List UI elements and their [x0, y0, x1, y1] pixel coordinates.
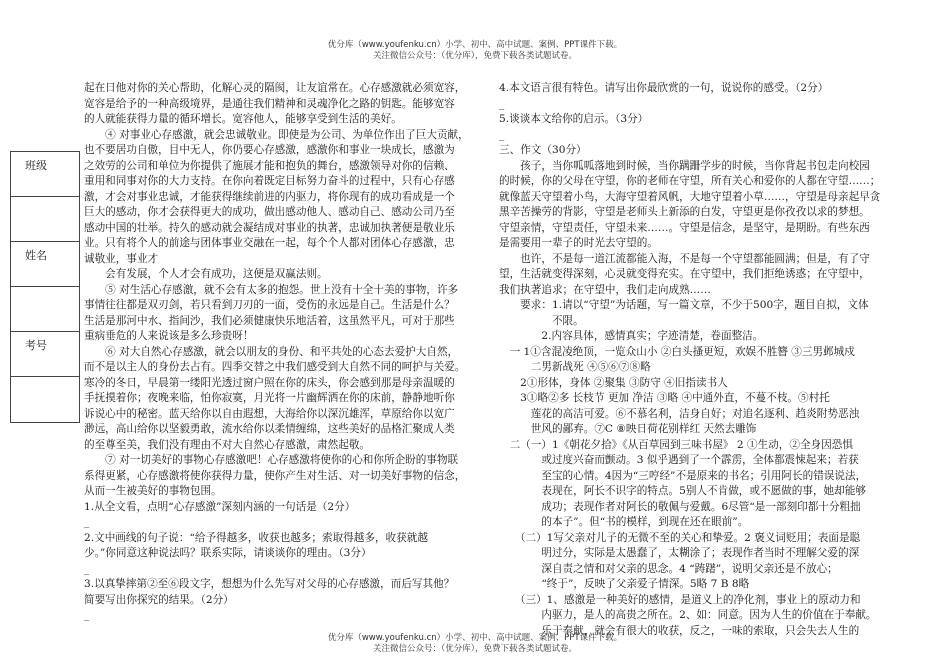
text-line: （三）1、感激是一种美好的感情，是道义上的净化剂，事业上的原动力和	[499, 593, 861, 606]
text-line: ⑤ 对生活心存感激，就不会有太多的抱怨。世上没有十全十美的事物，许多	[84, 283, 459, 296]
text-line: 三、作文（30分）	[499, 144, 587, 156]
text-line: 感动中国的壮举。持久的感动就会凝结成对事业的执著，忠诚加执著便是敬业乐	[84, 221, 455, 234]
text-line: 1.从全文看，点明“心存感激”深刻内涵的一句话是（2分）	[84, 500, 356, 513]
text-line: ⑥ 对大自然心存感激，就会以朋友的身份、和平共处的心态去爱护大自然，	[84, 345, 459, 358]
text-line: 会有发展，个人才会有成功，这便是双赢法则。	[84, 268, 328, 280]
text-line: 起在日他对你的关心帮助，化解心灵的隔阂，让友谊常在。心存感激就必须宽容，	[84, 82, 466, 94]
exam-number-field[interactable]	[11, 332, 79, 377]
text-line: 要求：1.请以“守望”为话题，写一篇文章，不少于500字，题目自拟，文体	[499, 299, 869, 311]
answer-blank-line[interactable]: _	[84, 609, 90, 621]
text-line: 是需要用一辈子的时光去守望的。	[499, 237, 658, 249]
footer-line-1: 优分库（www.youfenku.cn）小学、初中、高中试题、案例、PPT课件下载。	[327, 633, 623, 643]
text-line: 的时候，你的父母在守望，你的老师在守望，所有关心和爱你的人都在守望……；	[499, 175, 881, 187]
name-blank	[11, 287, 79, 332]
text-line: ④ 对事业心存感激，就会忠诚敬业。即使是为公司、为单位作出了巨大贡献，	[84, 128, 469, 141]
exam-number-label: 考号	[25, 339, 47, 352]
text-line: 望，生活就变得深刻，心灵就变得充实。在守望中，我们拒绝诱惑；在守望中，	[499, 268, 870, 280]
text-line: 的本子”。但“书的模样，到现在还在眼前”。	[499, 516, 749, 528]
text-line: “终于”，反映了父亲爱子情深。5略 7 B 8略	[499, 578, 750, 590]
page-header	[0, 40, 950, 62]
class-blank	[11, 197, 79, 242]
right-column-text	[499, 81, 939, 639]
text-line: 重病垂危的人来说该是多么珍贵呀！	[84, 330, 254, 342]
text-line: 或过度兴奋而颤动。3 似乎遇到了一个霹雳，全体都震悚起来；若获	[499, 454, 859, 466]
exam-number-blank	[11, 377, 79, 422]
text-line: 重用和同事对你的大力支持。在你向着既定目标努力奋斗的过程中，只有心存感	[84, 175, 455, 187]
name-field[interactable]	[11, 242, 79, 287]
text-line: 2①形体，身体 ②聚集 ③防守 ④旧指读书人	[499, 376, 728, 389]
text-line: 而不是以主人的身份去占有。四季交替之中我们感受到大自然不同的呵护与关爱。	[84, 361, 466, 373]
text-line: 表现在，阿长不识字的特点。5别人不肯做，或不愿做的事，她却能够	[499, 485, 866, 497]
text-line: 守望亲情，守望责任，守望未来……。守望是信念，是坚守，是期盼。有些东西	[499, 221, 870, 234]
text-line: 诚敬业，事业才	[84, 252, 159, 265]
text-line: 生活是那河中水、指间沙，我们必须健康快乐地活着，这虽然平凡，可对于那些	[84, 314, 455, 327]
text-line: 黑辛苦操劳的背影，守望是老师头上新添的白发，守望更是你孜孜以求的梦想。	[499, 206, 870, 218]
text-line: 的至尊至美，我们没有理由不对大自然心存感激，肃然起敬。	[84, 438, 371, 451]
text-line: 系得更紧，心存感激将使你获得力量，使你产生对生活、对一切美好事物的信念，	[84, 469, 466, 482]
text-line: 诉说心中的秘密。蓝天给你以自由遐想，大海给你以深沉雄浑，草原给你以宽广	[84, 407, 455, 420]
text-line: 二（一）1《朝花夕拾》《从百草园到三味书屋》 2 ①生动，②全身因恐惧	[499, 438, 853, 451]
answer-blank-line[interactable]: _	[499, 128, 505, 141]
text-line: 内驱力，是人的高贵之所在。2、如：同意。因为人生的价值在于奉献。	[499, 609, 877, 621]
text-line: 事情往往都是双刃剑，若只看到刀刃的一面，受伤的永远是自己。生活是什么？	[84, 299, 455, 311]
text-line: 少。”你同意这种说法吗？联系实际，请谈谈你的理由。（3分）	[84, 547, 372, 559]
text-line: 乐于奉献，就会有很大的收获，反之，一味的索取，只会失去人生的	[499, 624, 860, 637]
class-label: 班级	[25, 159, 47, 172]
text-line: 之效劳的公司和单位为你提供了施展才能和抱负的舞台，感激领导对你的信赖、	[84, 159, 455, 172]
text-line: 寒冷的冬日，早晨第一缕阳光透过窗户照在你的床头，你会感到那是母亲温暖的	[84, 376, 455, 389]
class-field[interactable]	[11, 152, 79, 197]
footer-line-2: 关注微信公众号：（优分库），免费下载各类试题试卷。	[372, 644, 577, 654]
text-line: 世风的鄙弃。⑦C ⑧映日荷花别样红 天然去雕饰	[499, 423, 757, 435]
text-line: 激，才会对事业忠诚，才能获得继续前进的内驱力，将你现有的成功看成是一个	[84, 190, 455, 203]
text-line: 3.以真挚摔第②至⑥段文字，想想为什么先写对父母的心存感激，而后写其他？	[84, 578, 455, 590]
text-line: 也许，不是每一道江流都能入海，不是每一个守望都能圆满；但是，有了守	[499, 252, 870, 265]
answer-blank-line[interactable]: _	[84, 562, 90, 575]
page-footer	[0, 633, 950, 655]
text-line: 孩子，当你呱呱落地到时候，当你蹒跚学步的时候，当你背起书包走向校园	[499, 159, 870, 172]
text-line: 巨大的感动，你才会获得更大的成功，做出感动他人、感动自己、感动公司乃至	[84, 206, 455, 218]
text-line: 宽容是给予的一种高级境界，是通往我们精神和灵魂净化之路的钥匙。能够宽容	[84, 97, 455, 110]
text-line: （二）1写父亲对儿子的无微不至的关心和挚爱。2 褒义词贬用；表面是聪	[499, 531, 861, 544]
text-line: 从而一生被美好的事物包围。	[84, 485, 222, 497]
text-line: 的人就能获得力量的循环增长。宽容他人，能够享受到生活的美好。	[84, 113, 402, 125]
text-line: 不限。	[499, 314, 584, 327]
text-line: 就像蓝天守望着小鸟，大海守望着风帆，大地守望着小草……，守望是母亲起早贪	[499, 190, 881, 203]
text-line: 2.文中画线的句子说：“给予得越多，收获也越多；索取得越多，收获就越	[84, 531, 428, 544]
text-line: ⑦ 对一切美好的事物心存感激吧！心存感激将使你的心和你所企盼的事物联	[84, 454, 459, 466]
text-line: 手抚摸着你；夜晚来临，怕你寂寞，月光将一片幽辉洒在你的床前，静静地听你	[84, 392, 455, 404]
text-line: 简要写出你探究的结果。（2分）	[84, 593, 234, 606]
text-line: 深自责之情和对父亲的思念。4 “踌躇”，说明父亲还是不放心；	[499, 562, 838, 575]
text-line: 4.本文语言很有特色。请写出你最欣赏的一句，说说你的感受。（2分）	[499, 82, 829, 94]
answer-blank-line[interactable]: _	[84, 516, 90, 528]
text-line: 业。只有将个人的前途与团体事业交融在一起，每个个人都对团体心存感激，忠	[84, 237, 455, 249]
text-line: 二男新战死 ④⑤⑥⑦⑧略	[499, 361, 651, 373]
text-line: 我们执著追求；在守望中，我们走向成熟……	[499, 283, 711, 296]
answer-blank-line[interactable]: _	[499, 97, 505, 110]
text-line: 莲花的高洁可爱。⑥不慕名利，洁身自好；对追名逐利、趋炎附势恶浊	[499, 407, 860, 420]
header-line-2: 关注微信公众号：（优分库），免费下载各类试题试卷。	[372, 51, 577, 61]
text-line: 渺远，高山给你以坚毅勇敢，流水给你以柔情缠绵，这些美好的品格汇聚成人类	[84, 423, 455, 435]
text-line: 3①略②多 长枝节 更加 净洁 ③略 ④中通外直，不蔓不枝。⑤村托	[499, 392, 830, 404]
text-line: 成功；表现作者对阿长的敬佩与爱戴。6尽管“是一部刻印都十分粗拙	[499, 500, 861, 513]
text-line: 5.谈谈本文给你的启示。（3分）	[499, 113, 649, 125]
text-line: 一 1①含混凌绝顶，一览众山小 ②白头搔更短，欢娱不胜簪 ③三男邺城戍	[499, 345, 855, 358]
left-column-text	[84, 81, 484, 624]
student-info-box	[10, 151, 80, 423]
text-line: 2.内容具体，感情真实；字迹清楚，卷面整洁。	[499, 330, 764, 342]
header-line-1: 优分库（www.youfenku.cn）小学、初中、高中试题、案例、PPT课件下载。	[327, 40, 623, 50]
text-line: 至宝的心情。4因为“三哼经”不是原来的书名；引用阿长的错误说法，	[499, 469, 867, 482]
text-line: 也不要居功自傲，目中无人，你仍要心存感激，感激你和事业一块成长，感激为	[84, 144, 455, 156]
text-line: 明过分，实际是太愚蠢了，太糊涂了；表现作者当时不理解父爱的深	[499, 547, 860, 559]
name-label: 姓名	[25, 249, 47, 262]
